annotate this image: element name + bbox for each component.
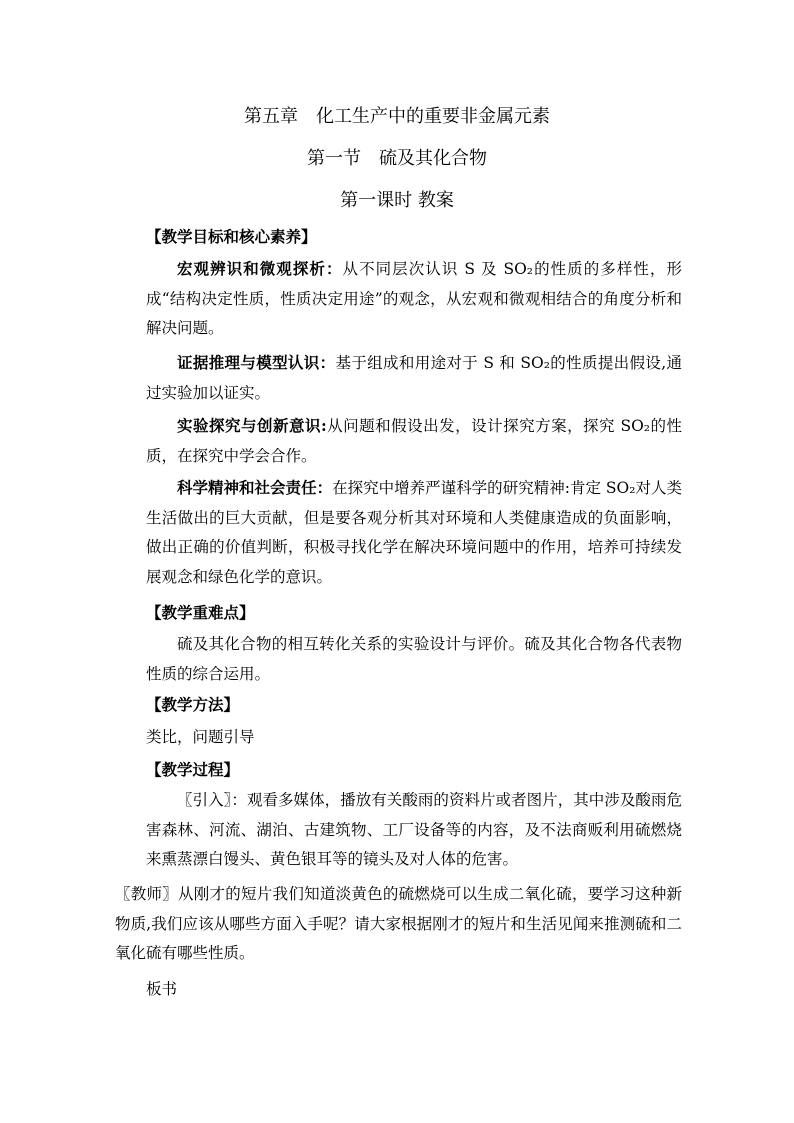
section-title: 第一节 硫及其化合物	[307, 148, 487, 169]
goal-label: 宏观辨识和微观探析：	[177, 259, 343, 278]
chapter-title: 第五章 化工生产中的重要非金属元素	[244, 106, 550, 127]
goal-paragraph-3	[146, 411, 682, 471]
keypoints-heading: 【教学重难点】	[146, 603, 255, 622]
intro-paragraph: 〖引入〗：观看多媒体，播放有关酸雨的资料片或者图片，其中涉及酸雨危害森林、河流、湖泊、古建筑物、工厂设备等的内容，及不法商贩利用硫燃烧来熏蒸漂白馒头、黄色银耳等的镜头及对人体的危害。	[146, 791, 682, 868]
goal-text: 从问题和假设出发，设计探究方案，探究 SO₂的性质，在探究中学会合作。	[146, 417, 682, 465]
goal-text: 从不同层次认识 S 及 SO₂的性质的多样性，形成“结构决定性质，性质决定用途”的观念，从宏观和微观相结合的角度分析和解决问题。	[146, 260, 682, 337]
goal-label: 实验探究与创新意识:	[177, 416, 327, 435]
goal-text: 基于组成和用途对于 S 和 SO₂的性质提出假设,通过实验加以证实。	[146, 354, 682, 402]
teacher-paragraph: 〖教师〗从刚才的短片我们知道淡黄色的硫燃烧可以生成二氧化硫，要学习这种新物质,我们应该从哪些方面入手呢？请大家根据刚才的短片和生活见闻来推测硫和二氧化硫有哪些性质。	[115, 885, 682, 962]
process-heading: 【教学过程】	[146, 760, 240, 779]
goal-paragraph-1	[146, 254, 682, 344]
methods-heading: 【教学方法】	[146, 695, 240, 714]
goal-label: 科学精神和社会责任：	[177, 478, 333, 497]
methods-text: 类比，问题引导	[146, 728, 255, 746]
goal-paragraph-2	[146, 348, 682, 408]
goals-heading: 【教学目标和核心素养】	[146, 227, 317, 246]
goal-paragraph-4	[146, 473, 682, 592]
board-label: 板书	[146, 980, 178, 998]
keypoints-paragraph: 硫及其化合物的相互转化关系的实验设计与评价。硫及其化合物各代表物性质的综合运用。	[146, 635, 682, 683]
goal-label: 证据推理与模型认识：	[177, 353, 336, 372]
goal-text: 在探究中增养严谨科学的研究精神:肯定 SO₂对人类生活做出的巨大贡献，但是要各观分析其对环境和人类健康造成的负面影响，做出正确的价值判断，积极寻找化学在解决环境问题中的作用，培养可持续发展观念和绿色化学的意识。	[146, 479, 682, 586]
lesson-title: 第一课时 教案	[340, 190, 454, 211]
